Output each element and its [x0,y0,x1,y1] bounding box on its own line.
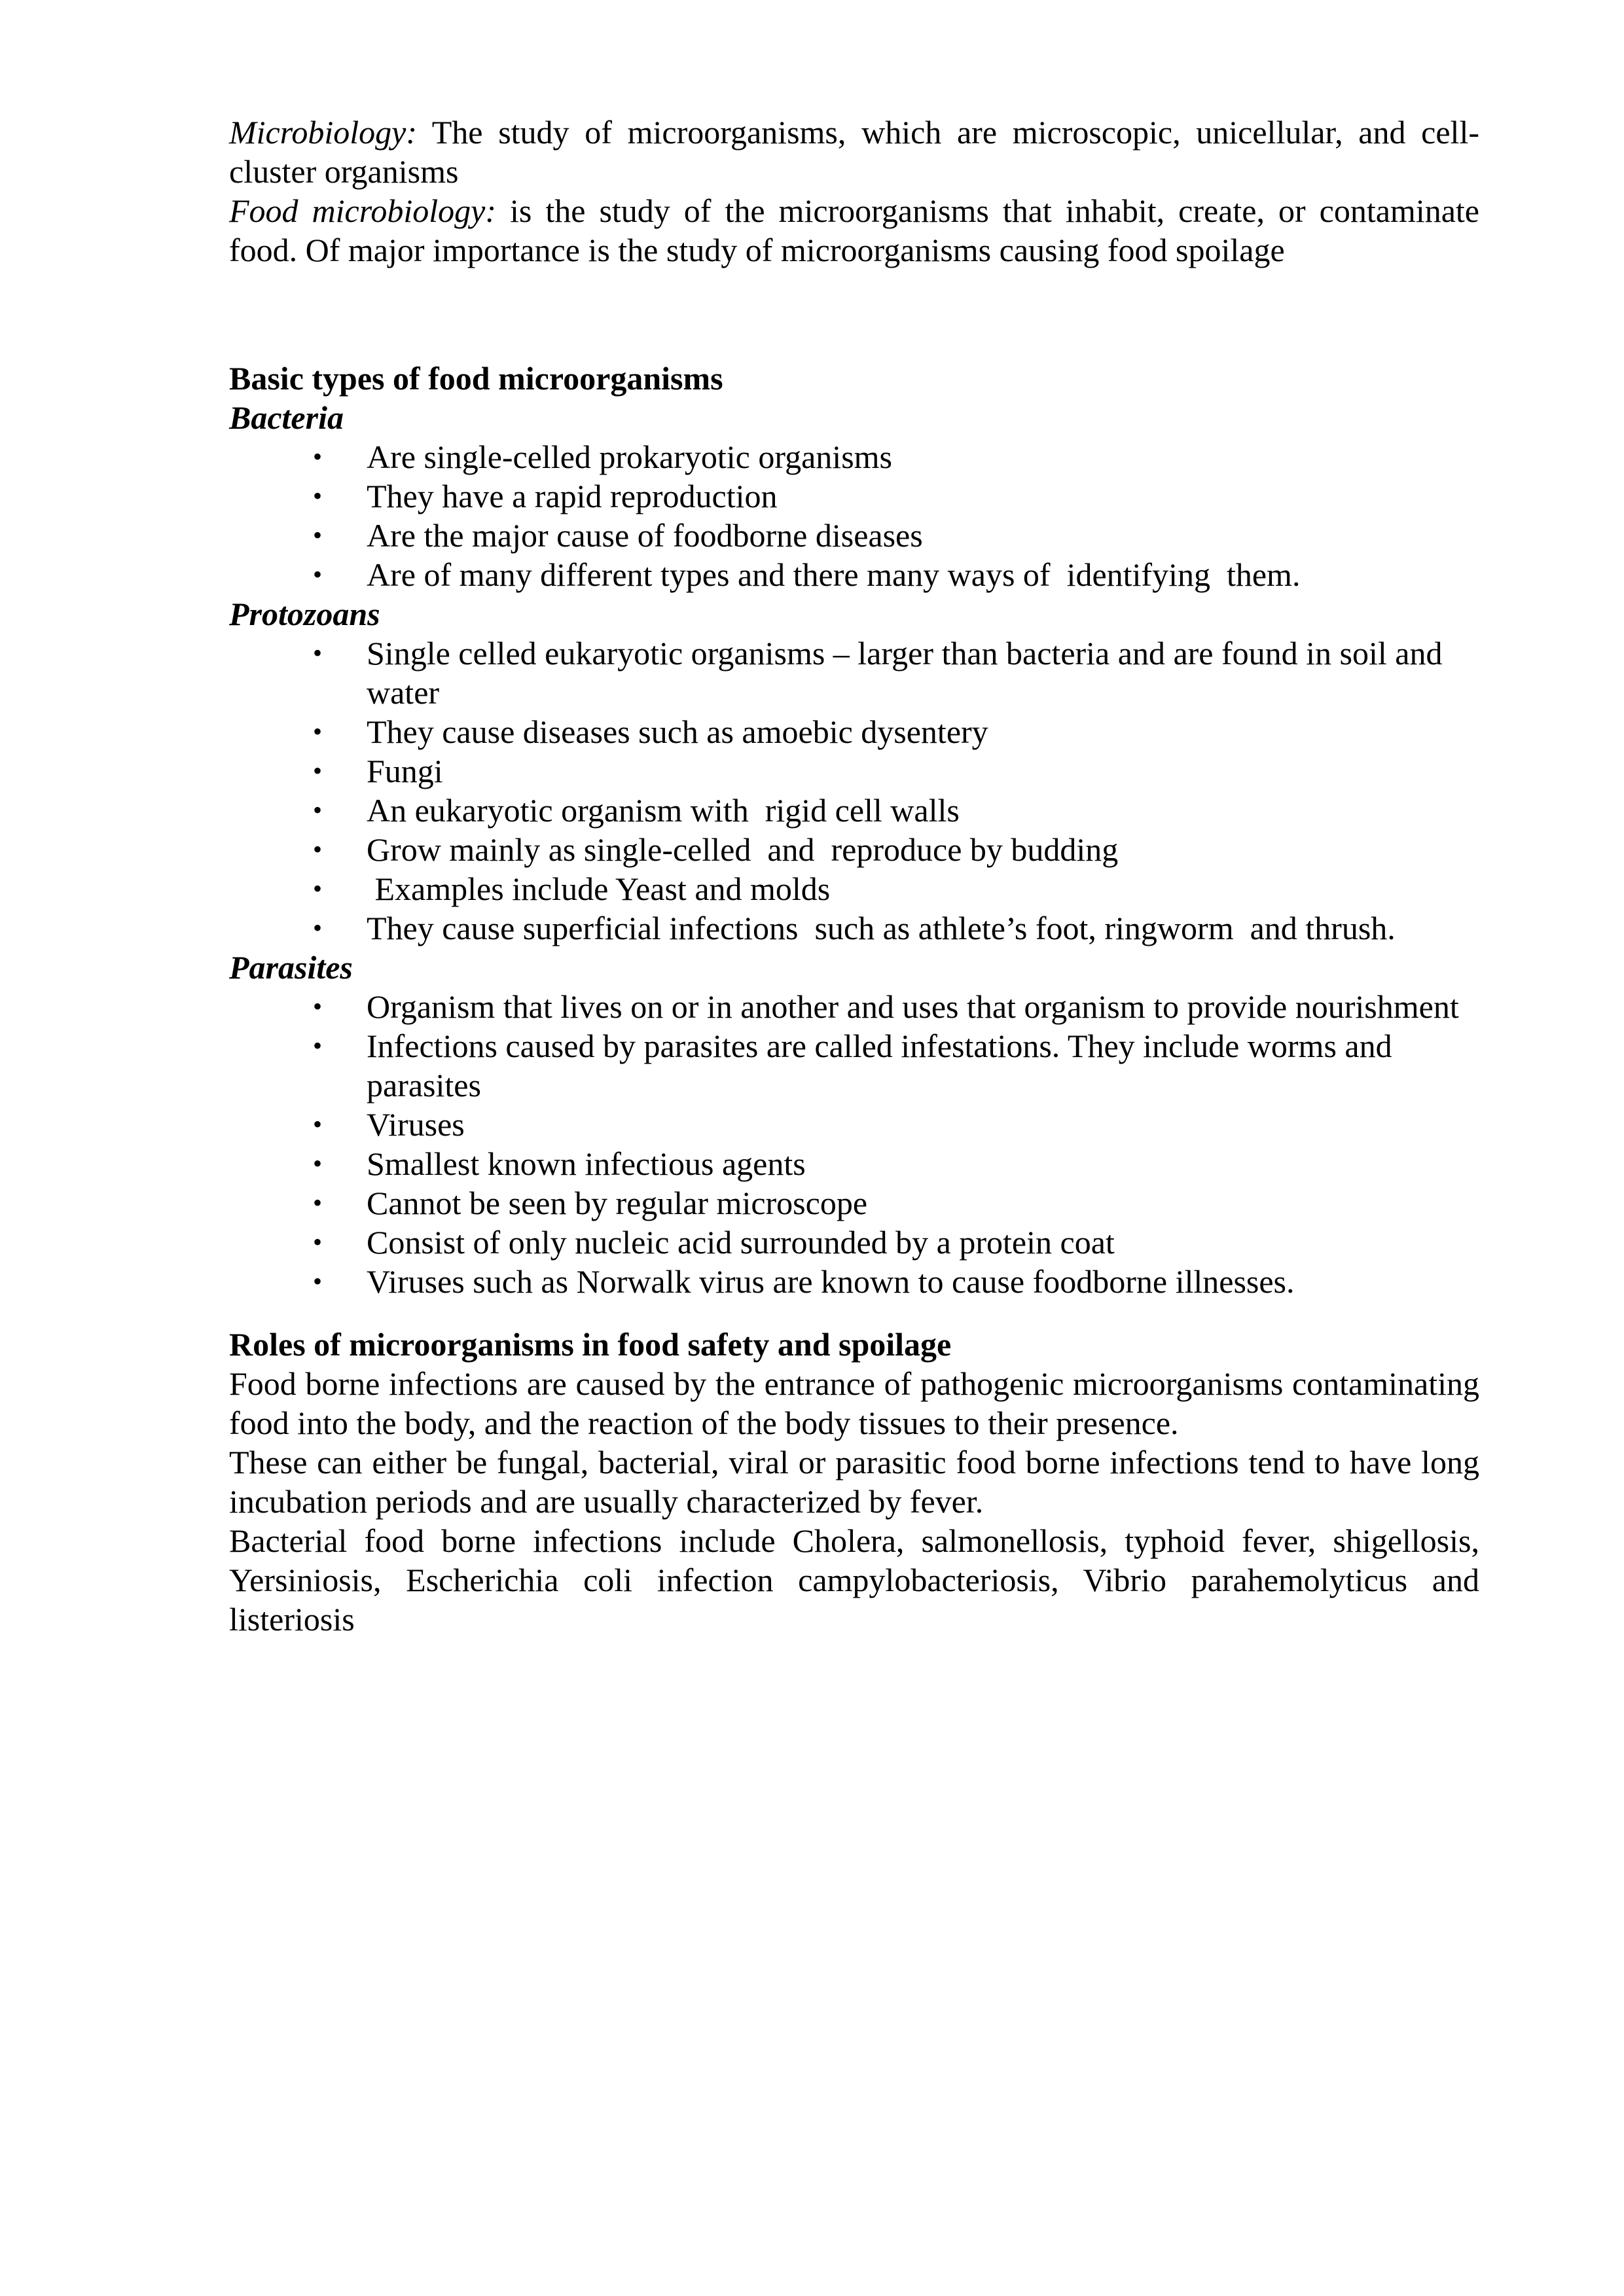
subheading-bacteria: Bacteria [229,399,344,436]
bullet-item [229,712,1479,751]
bullet-text: Examples include Yeast and molds [367,870,831,907]
bullet-icon: • [313,1266,323,1296]
bullet-text: Viruses [367,1106,465,1143]
bullet-text: Are the major cause of foodborne diseases [367,517,923,554]
bullet-text: Consist of only nucleic acid surrounded by a protein coat [367,1224,1115,1261]
section-heading-roles: Roles of microorganisms in food safety and spoilage [229,1326,952,1363]
intro-text-microbiology: The study of microorganisms, which are microscopic, unicellular, and cell-cluster organisms [229,114,1479,190]
bullet-icon: • [313,1109,323,1139]
bullet-icon: • [313,520,323,550]
bullet-item [229,869,1479,908]
subheading-protozoans: Protozoans [229,596,380,632]
bullet-icon: • [313,756,323,785]
bullet-item [229,1105,1479,1144]
bullet-text: Cannot be seen by regular microscope [367,1185,868,1221]
bullet-icon: • [313,1188,323,1217]
bullet-icon: • [313,795,323,825]
bullet-item [229,1144,1479,1183]
bullet-item [229,1223,1479,1262]
bullet-text: They cause superficial infections such as athlete’s foot, ringworm and thrush. [367,910,1396,946]
bullet-text: Viruses such as Norwalk virus are known to cause foodborne illnesses. [367,1263,1295,1300]
bullet-icon: • [313,834,323,864]
bullet-icon: • [313,913,323,942]
bullet-item [229,908,1479,948]
term-microbiology: Microbiology: [229,114,417,151]
bullet-item [229,516,1479,555]
bullet-text: They have a rapid reproduction [367,478,778,514]
bullet-icon: • [313,1031,323,1060]
term-food-microbiology: Food microbiology: [229,192,496,229]
bullet-item [229,1262,1479,1301]
bullet-text: An eukaryotic organism with rigid cell walls [367,792,960,829]
protozoans-bullet-list [229,634,1479,948]
parasites-bullet-list [229,987,1479,1301]
bullet-icon: • [313,717,323,746]
bullet-item [229,476,1479,516]
intro-paragraph-microbiology [229,113,1479,191]
bullet-item [229,830,1479,869]
intro-text-food-microbiology: is the study of the microorganisms that inhabit, create, or contaminate food. Of major importance is the study of microorganisms causing food spoilage [229,192,1479,268]
bullet-item [229,1183,1479,1223]
bullet-item [229,751,1479,791]
document-body [229,113,1479,1639]
basic-types-section [229,359,1479,1301]
bullet-icon: • [313,1227,323,1257]
roles-paragraph-3: Bacterial food borne infections include Cholera, salmonellosis, typhoid fever, shigellosis, Yersiniosis, Escherichia coli infection campylobacteriosis, Vibrio parahemolyticus and listeriosis [229,1522,1479,1638]
section-heading-basic-types: Basic types of food microorganisms [229,360,723,397]
bullet-text: Organism that lives on or in another and uses that organism to provide nourishment [367,988,1459,1025]
roles-paragraph-2: These can either be fungal, bacterial, viral or parasitic food borne infections tend to have long incubation periods and are usually characterized by fever. [229,1444,1479,1520]
intro-section [229,113,1479,270]
bacteria-bullet-list [229,437,1479,594]
bullet-item [229,555,1479,594]
bullet-item [229,1026,1479,1105]
bullet-text: Are of many different types and there many ways of identifying them. [367,556,1301,593]
bullet-text: They cause diseases such as amoebic dysentery [367,713,988,750]
subheading-parasites: Parasites [229,949,353,986]
bullet-text: Fungi [367,753,443,789]
intro-paragraph-food-microbiology [229,191,1479,270]
bullet-text: Single celled eukaryotic organisms – larger than bacteria and are found in soil and water [367,635,1451,711]
bullet-icon: • [313,442,323,471]
bullet-text: Grow mainly as single-celled and reproduce by budding [367,831,1119,868]
bullet-item [229,791,1479,830]
bullet-icon: • [313,1149,323,1178]
bullet-icon: • [313,638,323,668]
bullet-icon: • [313,992,323,1021]
bullet-icon: • [313,560,323,589]
roles-paragraph-1: Food borne infections are caused by the entrance of pathogenic microorganisms contaminating food into the body, and the reaction of the body tissues to their presence. [229,1365,1479,1441]
bullet-item [229,437,1479,476]
bullet-item [229,987,1479,1026]
bullet-icon: • [313,481,323,511]
bullet-item [229,634,1479,712]
roles-section [229,1325,1479,1639]
bullet-icon: • [313,874,323,903]
bullet-text: Are single-celled prokaryotic organisms [367,439,893,475]
bullet-text: Smallest known infectious agents [367,1145,806,1182]
bullet-text: Infections caused by parasites are called infestations. They include worms and parasites [367,1028,1401,1103]
